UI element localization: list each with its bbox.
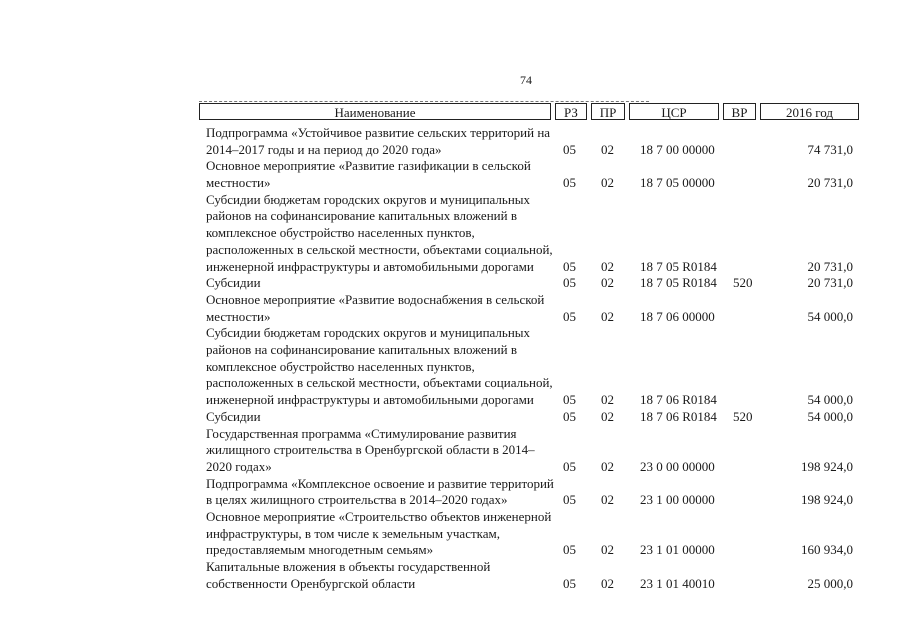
- row-name: Подпрограмма «Комплексное освоение и развитие территорий в целях жилищного строительства в 2014–2020 годах»: [206, 475, 554, 508]
- row-amount: 20 731,0: [807, 175, 853, 191]
- row-rz: 05: [563, 458, 576, 474]
- table-row: [0, 292, 905, 325]
- row-amount: 198 924,0: [801, 492, 853, 508]
- table-row: [0, 325, 905, 409]
- header-rz: РЗ: [555, 103, 587, 120]
- row-name: Основное мероприятие «Строительство объектов инженерной инфраструктуры, в том числе к земельным участкам, предоставляемым многодетным семьям»: [206, 509, 552, 558]
- row-csr: 23 1 01 40010: [640, 575, 715, 591]
- table-row: [0, 559, 905, 592]
- row-rz: 05: [563, 392, 576, 408]
- page-number: 74: [520, 73, 532, 87]
- row-amount: 54 000,0: [807, 408, 853, 424]
- row-name: Подпрограмма «Устойчивое развитие сельских территорий на 2014–2017 годы и на период до 2020 года»: [206, 125, 551, 157]
- row-pr: 02: [601, 458, 614, 474]
- row-csr: 18 7 05 00000: [640, 175, 715, 191]
- row-vr: 520: [733, 408, 753, 424]
- row-pr: 02: [601, 492, 614, 508]
- header-csr: ЦСР: [629, 103, 719, 120]
- row-csr: 23 1 01 00000: [640, 542, 715, 558]
- row-amount: 25 000,0: [807, 575, 853, 591]
- row-csr: 18 7 05 R0184: [640, 275, 717, 291]
- row-name: Государственная программа «Стимулирование развития жилищного строительства в Оренбургской области в 2014– 2020 годах»: [206, 425, 535, 474]
- table-header: [199, 103, 859, 122]
- row-name: Субсидии бюджетам городских округов и муниципальных районов на софинансирование капитальных вложений в комплексное обустройство населенных пунктов, расположенных в сельской местности, объектами социальной, инженерной инфраструктуры и автомобильными дорогами: [206, 191, 553, 274]
- row-pr: 02: [601, 175, 614, 191]
- header-vr: ВР: [723, 103, 756, 120]
- table-row: [0, 509, 905, 559]
- row-amount: 74 731,0: [807, 141, 853, 157]
- row-rz: 05: [563, 258, 576, 274]
- row-amount: 54 000,0: [807, 392, 853, 408]
- budget-table-body: [0, 125, 905, 593]
- row-csr: 18 7 06 00000: [640, 308, 715, 324]
- table-row: [0, 125, 905, 158]
- row-pr: 02: [601, 258, 614, 274]
- table-row: [0, 275, 905, 292]
- row-rz: 05: [563, 175, 576, 191]
- table-row: [0, 192, 905, 276]
- row-name: Субсидии бюджетам городских округов и муниципальных районов на софинансирование капитальных вложений в комплексное обустройство населенных пунктов, расположенных в сельской местности, объектами социальной, инженерной инфраструктуры и автомобильными дорогами: [206, 325, 553, 408]
- row-csr: 18 7 00 00000: [640, 141, 715, 157]
- row-csr: 18 7 06 R0184: [640, 408, 717, 424]
- row-rz: 05: [563, 542, 576, 558]
- row-rz: 05: [563, 275, 576, 291]
- table-row: [0, 409, 905, 426]
- row-name: Капитальные вложения в объекты государственной собственности Оренбургской области: [206, 559, 491, 591]
- row-pr: 02: [601, 575, 614, 591]
- header-name: Наименование: [199, 103, 551, 120]
- table-row: [0, 426, 905, 476]
- row-name: Основное мероприятие «Развитие газификации в сельской местности»: [206, 158, 531, 191]
- row-csr: 18 7 05 R0184: [640, 258, 717, 274]
- header-top-rule: [199, 101, 649, 102]
- row-pr: 02: [601, 542, 614, 558]
- header-year: 2016 год: [760, 103, 859, 120]
- row-amount: 160 934,0: [801, 542, 853, 558]
- table-row: [0, 158, 905, 191]
- row-rz: 05: [563, 575, 576, 591]
- row-csr: 23 0 00 00000: [640, 458, 715, 474]
- row-amount: 20 731,0: [807, 275, 853, 291]
- row-pr: 02: [601, 141, 614, 157]
- row-vr: 520: [733, 275, 753, 291]
- row-amount: 198 924,0: [801, 458, 853, 474]
- row-csr: 23 1 00 00000: [640, 492, 715, 508]
- header-pr: ПР: [591, 103, 625, 120]
- row-rz: 05: [563, 408, 576, 424]
- row-rz: 05: [563, 492, 576, 508]
- table-row: [0, 476, 905, 509]
- row-amount: 54 000,0: [807, 308, 853, 324]
- row-rz: 05: [563, 141, 576, 157]
- row-pr: 02: [601, 408, 614, 424]
- row-csr: 18 7 06 R0184: [640, 392, 717, 408]
- row-pr: 02: [601, 392, 614, 408]
- row-name: Субсидии: [206, 275, 261, 291]
- row-name: Основное мероприятие «Развитие водоснабжения в сельской местности»: [206, 291, 545, 324]
- row-pr: 02: [601, 308, 614, 324]
- row-amount: 20 731,0: [807, 258, 853, 274]
- row-rz: 05: [563, 308, 576, 324]
- row-name: Субсидии: [206, 408, 261, 424]
- row-pr: 02: [601, 275, 614, 291]
